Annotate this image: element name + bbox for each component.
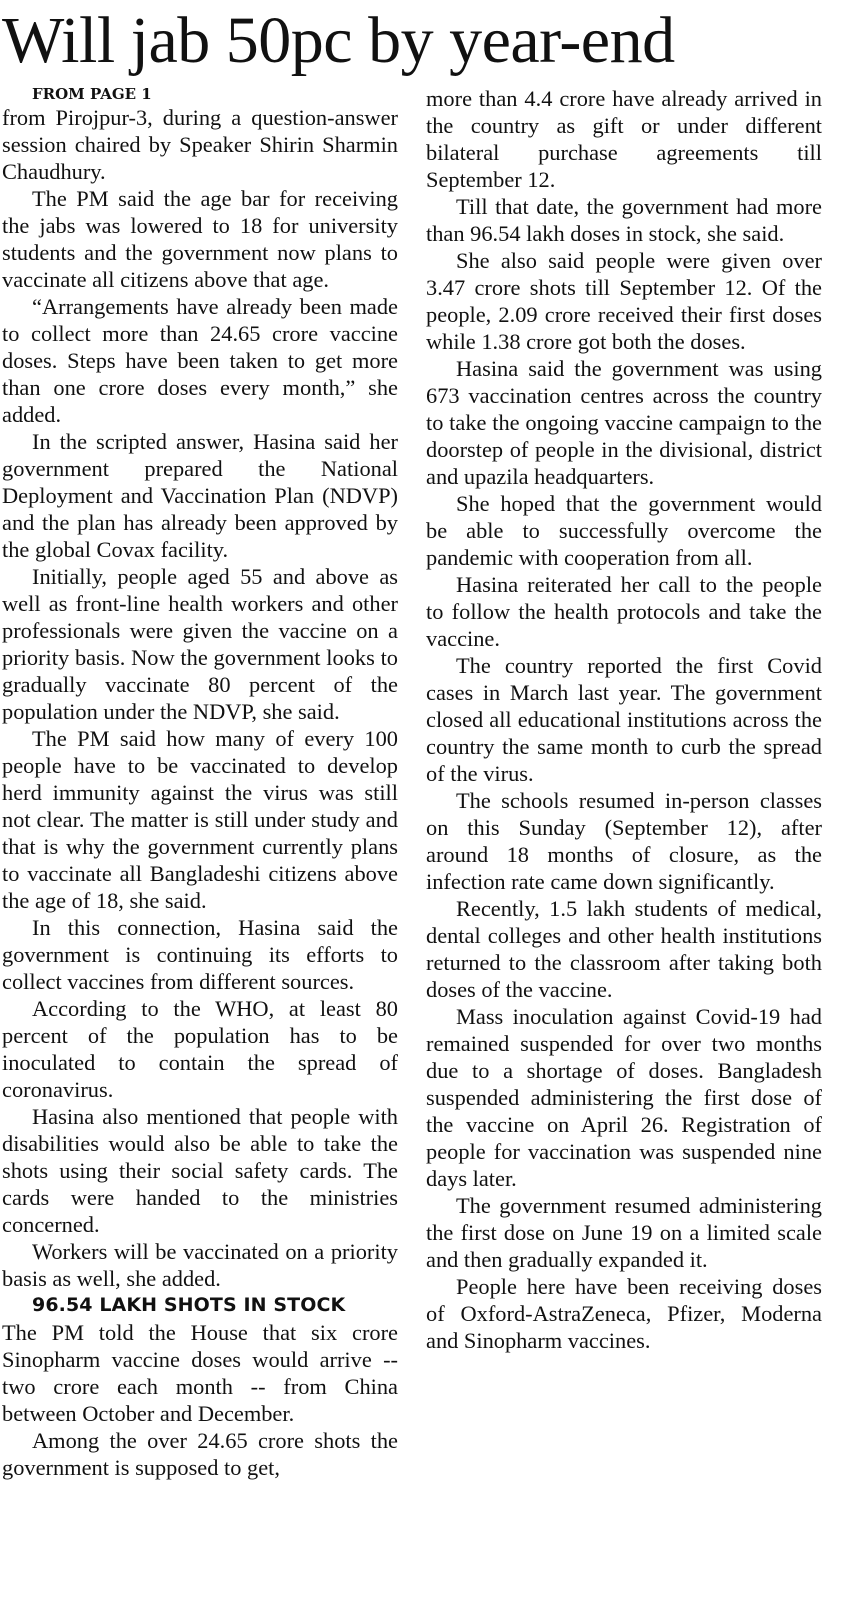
paragraph: Workers will be vaccinated on a priority basis as well, she added. [2,1239,398,1291]
paragraph: In this connection, Hasina said the government is continuing its efforts to collect vaccines from different sources. [2,915,398,994]
paragraph: “Arrangements have already been made to collect more than 24.65 crore vaccine doses. Steps have been taken to get more than one crore doses every month,” she added. [2,294,398,427]
paragraph: The PM said how many of every 100 people have to be vaccinated to develop herd immunity against the virus was still not clear. The matter is still under study and that is why the government currently plans to vaccinate all Bangladeshi citizens above the age of 18, she said. [2,726,398,913]
paragraph: According to the WHO, at least 80 percent of the population has to be inoculated to contain the spread of coronavirus. [2,996,398,1102]
paragraph: The government resumed administering the first dose on June 19 on a limited scale and then gradually expanded it. [426,1193,822,1272]
paragraph: She also said people were given over 3.47 crore shots till September 12. Of the people, 2.09 crore received their first doses while 1.38 crore got both the doses. [426,248,822,354]
paragraph: Hasina also mentioned that people with disabilities would also be able to take the shots using their social safety cards. The cards were handed to the ministries concerned. [2,1104,398,1237]
paragraph: Mass inoculation against Covid-19 had remained suspended for over two months due to a shortage of doses. Bangladesh suspended administering the first dose of the vaccine on April 26. Registration of people for vaccination was suspended nine days later. [426,1004,822,1191]
dateline: FROM PAGE 1 [32,85,152,103]
paragraph: Recently, 1.5 lakh students of medical, dental colleges and other health institutions returned to the classroom after taking both doses of the vaccine. [426,896,822,1002]
paragraph: Hasina said the government was using 673 vaccination centres across the country to take the ongoing vaccine campaign to the doorstep of people in the divisional, district and upazila headquarters. [426,356,822,489]
paragraph: Hasina reiterated her call to the people to follow the health protocols and take the vaccine. [426,572,822,651]
paragraph: Among the over 24.65 crore shots the government is supposed to get, [2,1428,398,1480]
paragraph: more than 4.4 crore have already arrived in the country as gift or under different bilateral purchase agreements till September 12. [426,86,822,192]
paragraph: The PM said the age bar for receiving the jabs was lowered to 18 for university students and the government now plans to vaccinate all citizens above that age. [2,186,398,292]
paragraph: In the scripted answer, Hasina said her government prepared the National Deployment and Vaccination Plan (NDVP) and the plan has already been approved by the global Covax facility. [2,429,398,562]
paragraph: from Pirojpur-3, during a question-answer session chaired by Speaker Shirin Sharmin Chaudhury. [2,105,398,184]
subheading: 96.54 LAKH SHOTS IN STOCK [32,1294,346,1316]
headline: Will jab 50pc by year-end [2,4,675,77]
paragraph: Till that date, the government had more than 96.54 lakh doses in stock, she said. [426,194,822,246]
paragraph: People here have been receiving doses of Oxford-AstraZeneca, Pfizer, Moderna and Sinopharm vaccines. [426,1274,822,1353]
paragraph: The PM told the House that six crore Sinopharm vaccine doses would arrive -- two crore each month -- from China between October and December. [2,1320,398,1426]
paragraph: The country reported the first Covid cases in March last year. The government closed all educational institutions across the country the same month to curb the spread of the virus. [426,653,822,786]
left-column [2,84,398,1481]
paragraph: The schools resumed in-person classes on this Sunday (September 12), after around 18 months of closure, as the infection rate came down significantly. [426,788,822,894]
paragraph: Initially, people aged 55 and above as well as front-line health workers and other professionals were given the vaccine on a priority basis. Now the government looks to gradually vaccinate 80 percent of the population under the NDVP, she said. [2,564,398,724]
paragraph: She hoped that the government would be able to successfully overcome the pandemic with cooperation from all. [426,491,822,570]
right-column [426,85,822,1354]
